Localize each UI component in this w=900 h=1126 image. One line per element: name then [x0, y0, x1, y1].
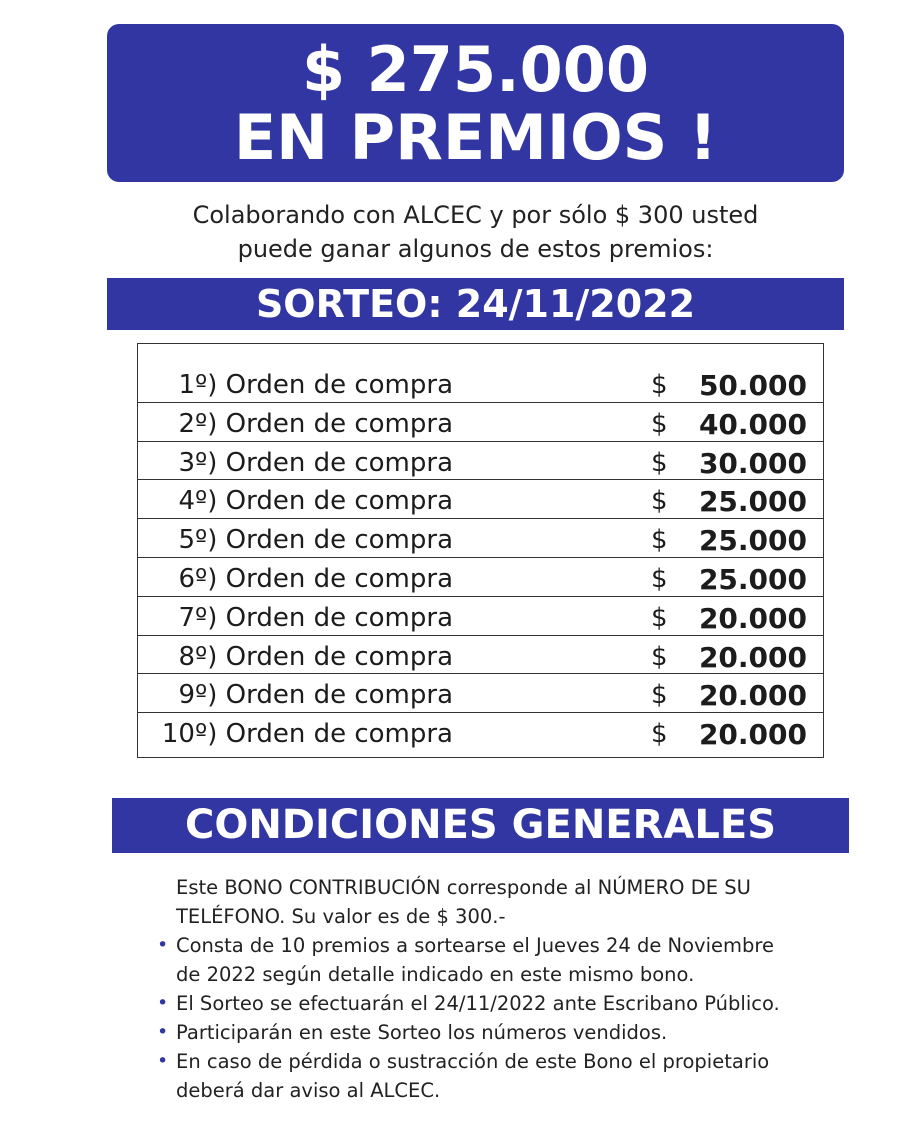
prize-currency-symbol: $ [651, 602, 668, 633]
prize-row [138, 480, 823, 519]
prize-row [138, 364, 823, 403]
prize-place-label: 5º) Orden de compra [178, 525, 453, 556]
conditions-list [155, 931, 835, 1105]
prize-currency-symbol: $ [651, 447, 668, 478]
conditions-intro-line-1: Este BONO CONTRIBUCIÓN corresponde al NÚMERO DE SU [176, 876, 751, 899]
prize-amount: 40.000 [698, 407, 807, 441]
prize-row [138, 713, 823, 752]
prize-row [138, 597, 823, 636]
bullet-icon: • [157, 1021, 169, 1043]
bullet-icon: • [157, 992, 169, 1014]
prize-currency-symbol: $ [651, 719, 668, 750]
prize-place-label: 2º) Orden de compra [178, 408, 453, 439]
prize-total-banner [107, 24, 844, 182]
conditions-list-item [155, 1018, 835, 1047]
prize-table [137, 343, 824, 758]
prize-amount: 25.000 [698, 562, 807, 596]
prize-row [138, 558, 823, 597]
conditions-item-line-1: En caso de pérdida o sustracción de este Bono el propietario [176, 1050, 770, 1073]
prize-row [138, 403, 823, 442]
prize-amount: 25.000 [698, 485, 807, 519]
draw-date-label: SORTEO: 24/11/2022 [255, 282, 696, 326]
conditions-item-line-2: deberá dar aviso al ALCEC. [176, 1079, 441, 1102]
prize-amount: 25.000 [698, 524, 807, 558]
prize-place-label: 8º) Orden de compra [178, 641, 453, 672]
prize-amount: 30.000 [698, 446, 807, 480]
prize-place-label: 4º) Orden de compra [178, 486, 453, 517]
conditions-list-item [155, 1047, 835, 1105]
intro-text [107, 198, 844, 266]
prize-amount: 50.000 [698, 369, 807, 402]
prize-place-label: 9º) Orden de compra [178, 680, 453, 711]
prize-currency-symbol: $ [651, 680, 668, 711]
conditions-title-bar [112, 798, 849, 853]
prize-currency-symbol: $ [651, 525, 668, 556]
prize-currency-symbol: $ [651, 486, 668, 517]
conditions-intro-line-2: TELÉFONO. Su valor es de $ 300.- [176, 905, 506, 928]
prize-row [138, 674, 823, 713]
bullet-icon: • [157, 1050, 169, 1072]
prize-currency-symbol: $ [651, 408, 668, 439]
prize-total-caption: EN PREMIOS ! [233, 101, 718, 174]
prize-amount: 20.000 [698, 640, 807, 674]
conditions-body [155, 873, 835, 1105]
conditions-item-line-1: El Sorteo se efectuarán el 24/11/2022 ante Escribano Público. [176, 992, 780, 1015]
prize-total-amount: $ 275.000 [301, 33, 650, 106]
conditions-item-line-2: de 2022 según detalle indicado en este mismo bono. [176, 963, 695, 986]
prize-place-label: 1º) Orden de compra [178, 370, 453, 400]
prize-row [138, 636, 823, 675]
prize-amount: 20.000 [698, 718, 807, 752]
prize-currency-symbol: $ [651, 563, 668, 594]
prize-place-label: 7º) Orden de compra [178, 602, 453, 633]
prize-row [138, 442, 823, 481]
prize-amount: 20.000 [698, 679, 807, 713]
prize-place-label: 3º) Orden de compra [178, 447, 453, 478]
conditions-item-line-1: Consta de 10 premios a sortearse el Jueves 24 de Noviembre [176, 934, 774, 957]
conditions-intro [155, 873, 835, 931]
prize-currency-symbol: $ [651, 370, 668, 400]
prize-place-label: 6º) Orden de compra [178, 563, 453, 594]
draw-date-bar [107, 278, 844, 330]
conditions-title: CONDICIONES GENERALES [184, 802, 777, 848]
conditions-list-item [155, 931, 835, 989]
conditions-list-item [155, 989, 835, 1018]
intro-line-1: Colaborando con ALCEC y por sólo $ 300 usted [192, 201, 759, 229]
prize-amount: 20.000 [698, 601, 807, 635]
intro-line-2: puede ganar algunos de estos premios: [237, 235, 714, 263]
prize-currency-symbol: $ [651, 641, 668, 672]
prize-row [138, 519, 823, 558]
prize-place-label: 10º) Orden de compra [161, 719, 453, 750]
bullet-icon: • [157, 934, 169, 956]
conditions-item-line-1: Participarán en este Sorteo los números vendidos. [176, 1021, 668, 1044]
